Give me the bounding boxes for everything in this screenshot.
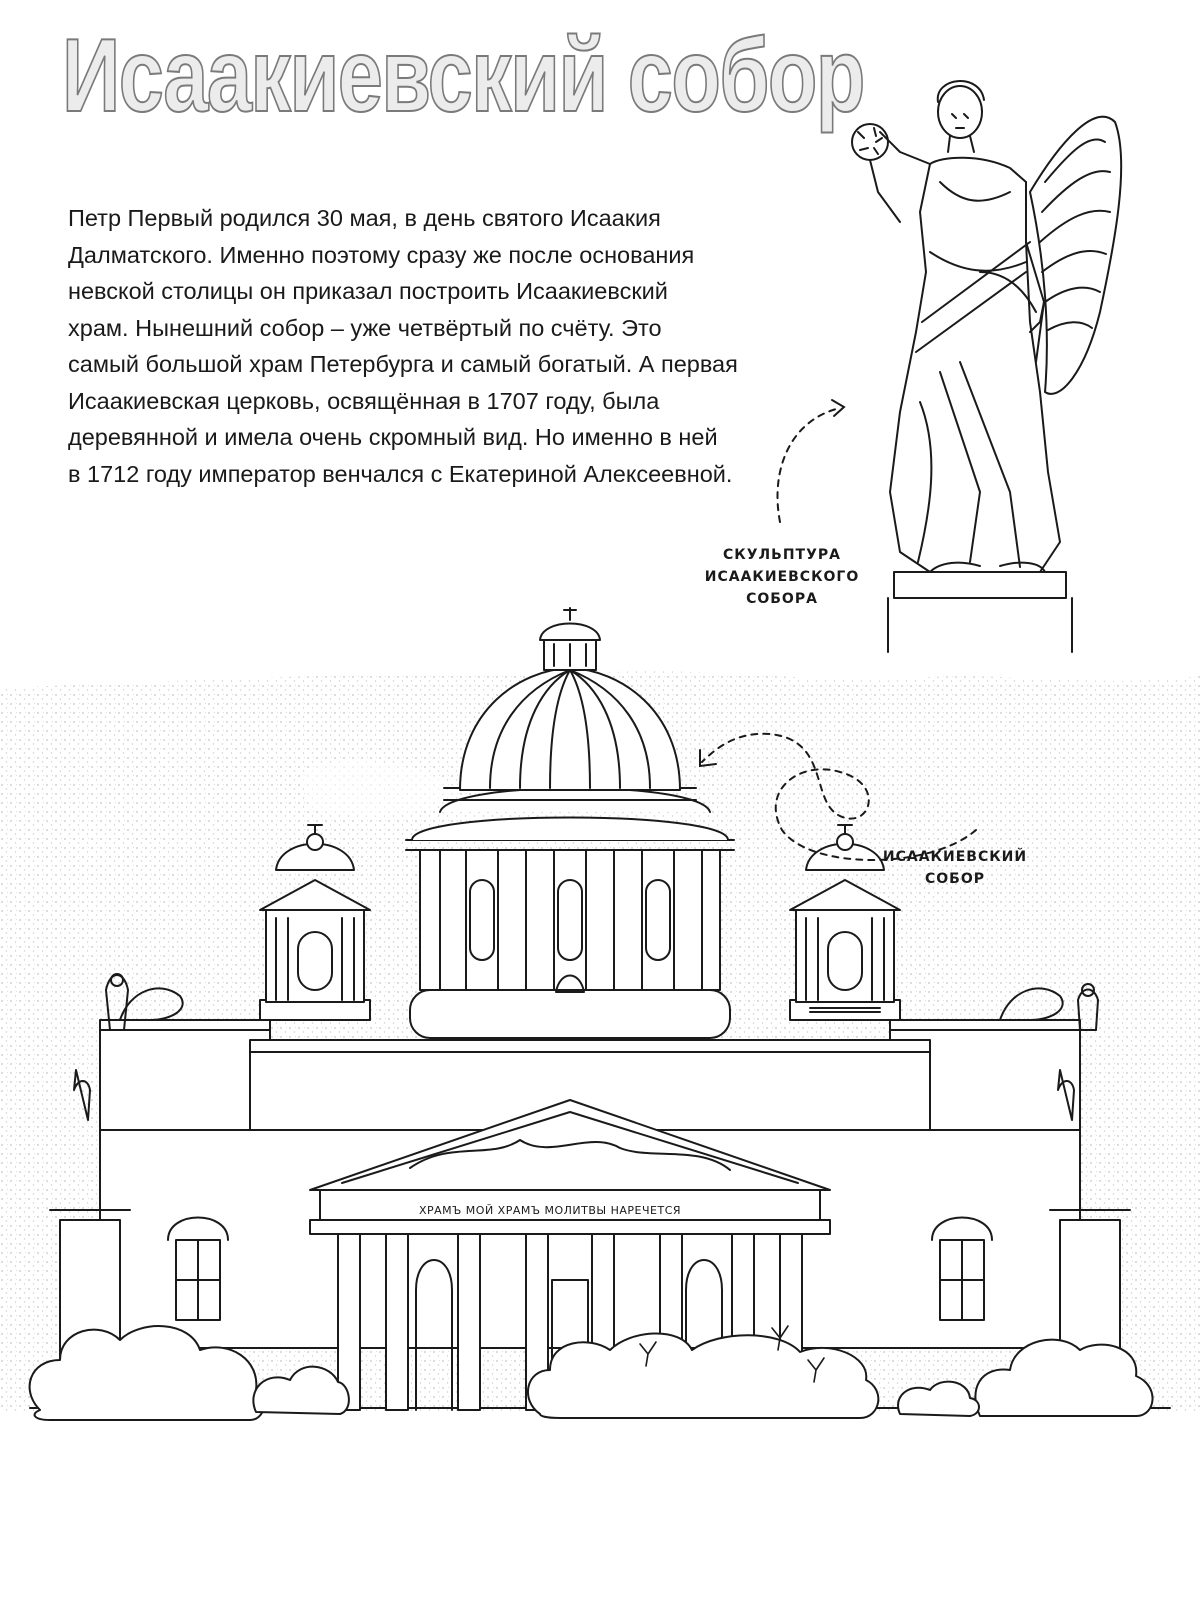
statue-caption-line: ИСААКИЕВСКОГО [704, 569, 860, 585]
statue-caption-line: СОБОРА [746, 591, 818, 607]
frieze-inscription: ХРАМЪ МОЙ ХРАМЪ МОЛИТВЫ НАРЕЧЕТСЯ [418, 1204, 682, 1217]
intro-line: храм. Нынешний собор – уже четвёртый по счёту. Это [68, 314, 662, 341]
intro-paragraph [68, 200, 788, 492]
page-title: Исаакиевский собор [62, 18, 864, 134]
cathedral-illustration [20, 600, 1180, 1420]
intro-line: Исаакиевская церковь, освящённая в 1707 году, была [68, 387, 660, 414]
cathedral-caption [850, 846, 1060, 890]
statue-pointer-arrow [770, 390, 890, 530]
cathedral-caption-line: ИСААКИЕВСКИЙ [882, 849, 1028, 865]
intro-line: самый большой храм Петербурга и самый богатый. А первая [68, 351, 738, 377]
intro-line: деревянной и имела очень скромный вид. Но именно в ней [68, 424, 718, 450]
statue-caption-line: СКУЛЬПТУРА [723, 547, 841, 563]
cathedral-caption-line: СОБОР [924, 871, 985, 887]
intro-line: Петр Первый родился 30 мая, в день святого Исаакия [68, 205, 661, 231]
intro-line: в 1712 году император венчался с Екатериной Алексеевной. [68, 460, 733, 487]
intro-line: Далматского. Именно поэтому сразу же после основания [68, 241, 695, 268]
intro-line: невской столицы он приказал построить Исаакиевский [68, 278, 668, 304]
